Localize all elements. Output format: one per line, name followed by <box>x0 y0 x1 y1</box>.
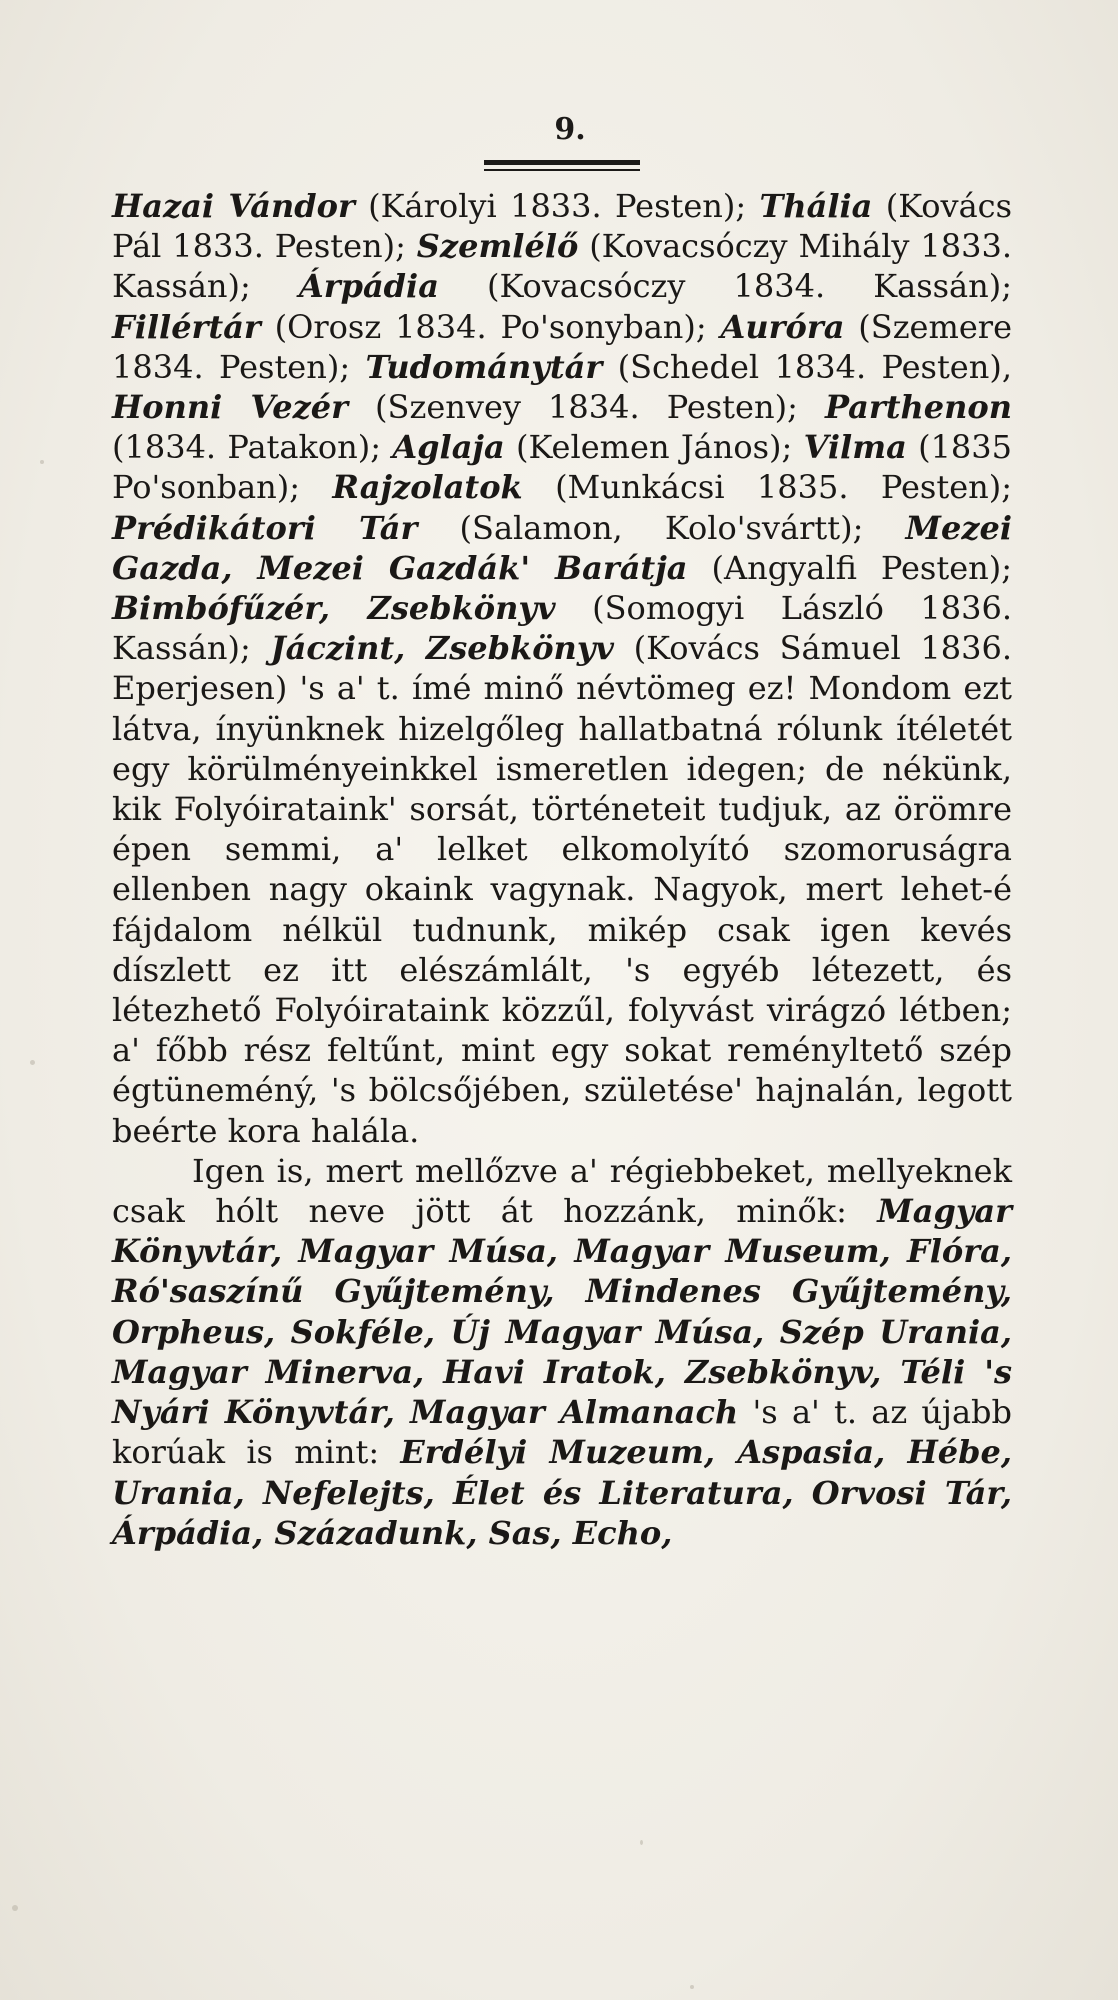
body-run: 's a' t. az újabb korúak is mint: <box>112 1393 1013 1472</box>
body-run: (Kovács Sámuel 1836. Eperjesen) 's a' t. ímé minő névtömeg ez! Mondom ezt látva, ínyünknek hizelgőleg hallatbatná rólunk ítéletét egy körülményeinkkel ismeretlen idegen; de nékünk, kik Folyóirataink' sorsát, történeteit tudjuk, az örömre épen semmi, a' lelket elkomolyító szomoruságra ellenben nagy okaink vagynak. Nagyok, mert lehet-é fájdalom nélkül tudnunk, mikép csak igen kevés díszlett ez itt elészámlált, 's egyéb létezett, és létezhető Folyóirataink közzűl, folyvást virágzó létben; a' főbb rész feltűnt, mint egy sokat reményltető szép égtüneméný, 's bölcsőjében, születése' hajnalán, legott beérte kora halála. <box>112 629 1013 1150</box>
body-run: (Kovacsóczy 1834. Kassán); <box>438 267 1013 306</box>
periodical-title: Thália <box>759 187 873 225</box>
periodical-title: Honni Vezér <box>112 388 348 427</box>
paragraph-1 <box>112 186 1012 1151</box>
periodical-title: Erdélyi Muzeum, Aspasia, Hébe, Urania, Nefelejts, Élet és Literatura, Orvosi Tár, Árpádia, Századunk, Sas, Echo, <box>112 1433 1013 1552</box>
body-run: Igen is, mert mellőzve a' régiebbeket, mellyeknek csak hólt neve jött át hozzánk, minők: <box>112 1151 1012 1231</box>
paper-speck <box>12 1905 18 1911</box>
paper-speck <box>40 460 44 464</box>
paper-speck <box>640 1840 643 1845</box>
body-run: (Kovacsóczy Mihály 1833. Kassán); <box>112 227 1013 306</box>
periodical-title: Hazai Vándor <box>112 187 355 225</box>
header-rule-thin <box>484 169 640 171</box>
header-rule-thick <box>484 160 640 165</box>
body-run: (Schedel 1834. Pesten), <box>602 347 1013 386</box>
paper-speck <box>690 1985 694 1989</box>
body-run: (Angyalfi Pesten); <box>687 548 1013 587</box>
body-run: (Somogyi László 1836. Kassán); <box>112 589 1013 668</box>
periodical-title: Fillértár <box>112 307 261 346</box>
periodical-title: Parthenon <box>824 388 1013 427</box>
body-run: (1835 Po'sonban); <box>112 428 1013 507</box>
paragraph-2 <box>112 1151 1012 1553</box>
periodical-title: Szemlélő <box>416 227 579 266</box>
periodical-title: Auróra <box>720 307 845 346</box>
body-run: (Kelemen János); <box>504 428 804 467</box>
page-number: 9. <box>554 112 586 147</box>
periodical-title: Mezei Gazda, Mezei Gazdák' Barátja <box>112 508 1013 587</box>
body-text <box>112 186 1012 1553</box>
body-run: (Salamon, Kolo'svártt); <box>417 508 906 547</box>
body-run: (Orosz 1834. Po'sonyban); <box>260 307 721 346</box>
periodical-title: Jáczint, Zsebkönyv <box>270 629 615 668</box>
paper-speck <box>30 1060 35 1065</box>
periodical-title: Rajzolatok <box>332 468 523 507</box>
body-run: (Munkácsi 1835. Pesten); <box>522 468 1012 507</box>
body-run: (Kovács Pál 1833. Pesten); <box>112 187 1012 266</box>
periodical-title: Magyar Könyvtár, Magyar Músa, Magyar Museum, Flóra, Ró'saszínű Gyűjtemény, Mindenes Gyűjtemény, Orpheus, Sokféle, Új Magyar Músa, Szép Urania, Magyar Minerva, Havi Iratok, Zsebkönyv, Téli 's Nyári Könyvtár, Magyar Almanach <box>112 1192 1012 1432</box>
body-run: (Szenvey 1834. Pesten); <box>347 388 825 427</box>
periodical-title: Árpádia <box>298 267 439 306</box>
periodical-title: Tudománytár <box>365 347 603 386</box>
periodical-title: Prédikátori Tár <box>112 508 418 547</box>
periodical-title: Bimbófűzér, Zsebkönyv <box>112 589 556 628</box>
periodical-title: Aglaja <box>392 428 505 467</box>
periodical-title: Vilma <box>803 428 907 467</box>
body-run: (1834. Patakon); <box>112 428 393 467</box>
body-run: (Károlyi 1833. Pesten); <box>354 187 760 225</box>
body-run: (Szemere 1834. Pesten); <box>112 307 1013 386</box>
